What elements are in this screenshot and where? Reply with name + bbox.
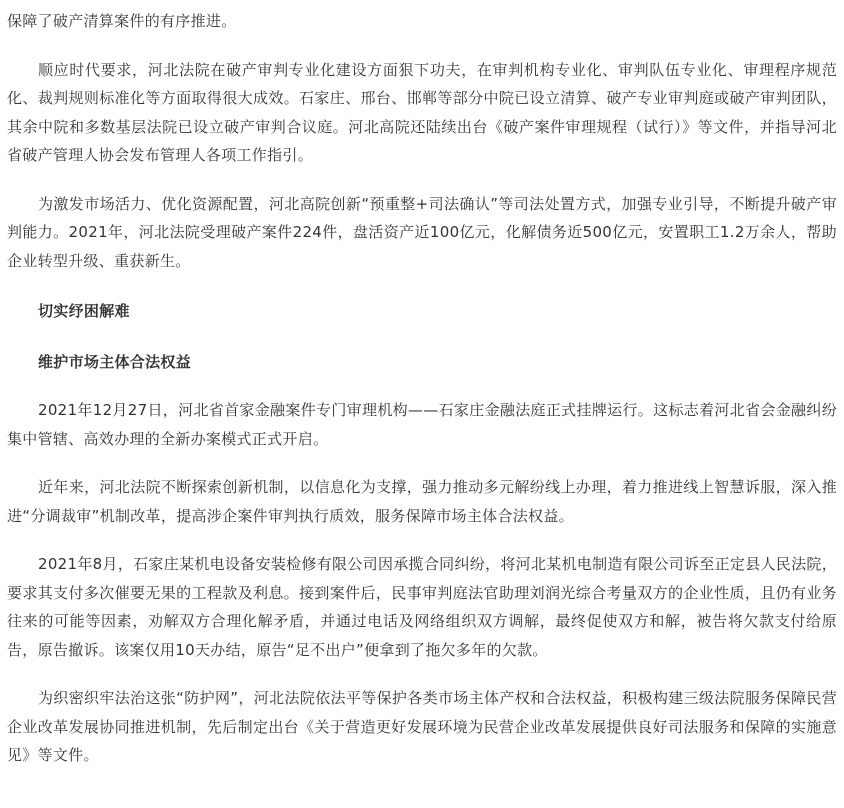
paragraph-specialization: 顺应时代要求，河北法院在破产审判专业化建设方面狠下功夫，在审判机构专业化、审判队伍专业化、审理程序规范化、裁判规则标准化等方面取得很大成效。石家庄、邢台、邯郸等部分中院已设立清算、破产专业审判庭或破产审判团队，其余中院和多数基层法院已设立破产审判合议庭。河北高院还陆续出台《破产案件审理规程（试行）》等文件，并指导河北省破产管理人协会发布管理人各项工作指引。 bbox=[7, 60, 837, 164]
section-heading: 切实纾困解难 bbox=[38, 302, 130, 320]
paragraph-protection-net: 为织密织牢法治这张“防护网”，河北法院依法平等保护各类市场主体产权和合法权益，积极构建三级法院服务保障民营企业改革发展协同推进机制，先后制定出台《关于营造更好发展环境为民营企业改革发展提供良好司法服务和保障的实施意见》等文件。 bbox=[7, 689, 837, 764]
paragraph-market-vitality: 为激发市场活力、优化资源配置，河北高院创新“预重整+司法确认”等司法处置方式，加强专业引导，不断提升破产审判能力。2021年，河北法院受理破产案件224件，盘活资产近100亿元，化解债务近500亿元，安置职工1.2万余人，帮助企业转型升级、重获新生。 bbox=[7, 194, 837, 270]
paragraph-intro-tail: 保障了破产清算案件的有序推进。 bbox=[7, 12, 237, 30]
paragraph-finance-court: 2021年12月27日，河北省首家金融案件专门审理机构——石家庄金融法庭正式挂牌运行。这标志着河北省会金融纠纷集中管辖、高效办理的全新办案模式正式开启。 bbox=[7, 401, 837, 448]
paragraph-innovation: 近年来，河北法院不断探索创新机制，以信息化为支撑，强力推动多元解纷线上办理，着力推进线上智慧诉服，深入推进“分调裁审”机制改革，提高涉企案件审判执行质效，服务保障市场主体合法权益。 bbox=[7, 478, 837, 525]
section-subheading: 维护市场主体合法权益 bbox=[38, 352, 192, 371]
paragraph-case-example: 2021年8月，石家庄某机电设备安装检修有限公司因承揽合同纠纷，将河北某机电制造有限公司诉至正定县人民法院，要求其支付多次催要无果的工程款及利息。接到案件后，民事审判庭法官助理刘润光综合考量双方的企业性质，且仍有业务往来的可能等因素，劝解双方合理化解矛盾，并通过电话及网络组织双方调解，最终促使双方和解，被告将欠款支付给原告，原告撤诉。该案仅用10天办结，原告“足不出户”便拿到了拖欠多年的欠款。 bbox=[7, 555, 837, 659]
article-body bbox=[7, 0, 837, 770]
